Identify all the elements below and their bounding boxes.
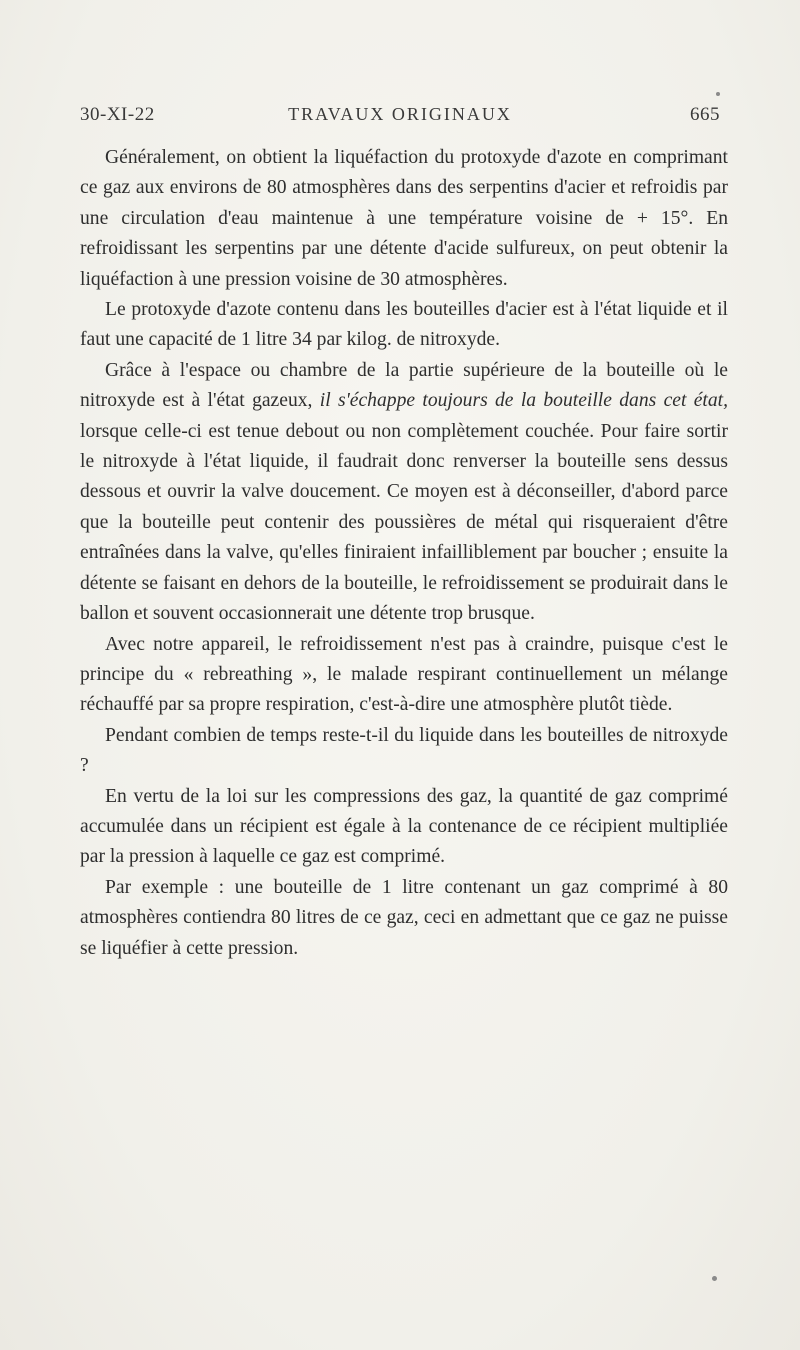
running-head	[80, 104, 720, 132]
paper-speck	[716, 92, 720, 96]
paragraph-7: Par exemple : une bouteille de 1 litre contenant un gaz comprimé à 80 atmosphères contiendra 80 litres de ce gaz, ceci en admettant que ce gaz ne puisse se liquéfier à cette pression.	[80, 876, 728, 959]
header-date: 30-XI-22	[80, 104, 155, 125]
paragraph-2: Le protoxyde d'azote contenu dans les bouteilles d'acier est à l'état liquide et il faut une capacité de 1 litre 34 par kilog. de nitroxyde.	[80, 299, 728, 351]
paragraph-6: En vertu de la loi sur les compressions des gaz, la quantité de gaz comprimé accumulée dans un récipient est égale à la contenance de ce récipient multipliée par la pression à laquelle ce gaz est comprimé.	[80, 785, 728, 868]
article-body	[80, 143, 728, 964]
paragraph-3-lead: Grâce à l'espace ou chambre de la partie supérieure de la bouteille où le nitroxyde est à l'état gazeux,	[80, 359, 728, 412]
paragraph-5: Pendant combien de temps reste-t-il du liquide dans les bouteilles de nitroxyde ?	[80, 724, 728, 777]
paragraph-3-italic-emphasis: il s'échappe toujours de la bouteille dans cet état,	[319, 390, 729, 412]
paper-speck	[712, 1276, 717, 1281]
paragraph-4: Avec notre appareil, le refroidissement n'est pas à craindre, puisque c'est le principe du « rebreathing », le malade respirant continuellement un mélange réchauffé par sa propre respiration, c'est-à-dire une atmosphère plutôt tiède.	[80, 633, 728, 716]
page-number: 665	[690, 104, 720, 125]
paragraph-3	[80, 356, 728, 630]
paragraph-1: Généralement, on obtient la liquéfaction du protoxyde d'azote en comprimant ce gaz aux environs de 80 atmosphères dans des serpentins d'acier et refroidis par une circulation d'eau maintenue à une température voisine de + 15°. En refroidissant les serpentins par une détente d'acide sulfureux, on peut obtenir la liquéfaction à une pression voisine de 30 atmosphères.	[80, 147, 728, 290]
paragraph-3-rest: lorsque celle-ci est tenue debout ou non complètement couchée. Pour faire sortir le nitroxyde à l'état liquide, il faudrait donc renverser la bouteille sens dessus dessous et ouvrir la valve doucement. Ce moyen est à déconseiller, d'abord parce que la bouteille peut contenir des poussières de métal qui risqueraient d'être entraînées dans la valve, qu'elles finiraient infailliblement par boucher ; ensuite la détente se faisant en dehors de la bouteille, le refroidissement se produirait dans le ballon et souvent occasionnerait une détente trop brusque.	[80, 420, 728, 625]
section-title: TRAVAUX ORIGINAUX	[288, 104, 512, 124]
